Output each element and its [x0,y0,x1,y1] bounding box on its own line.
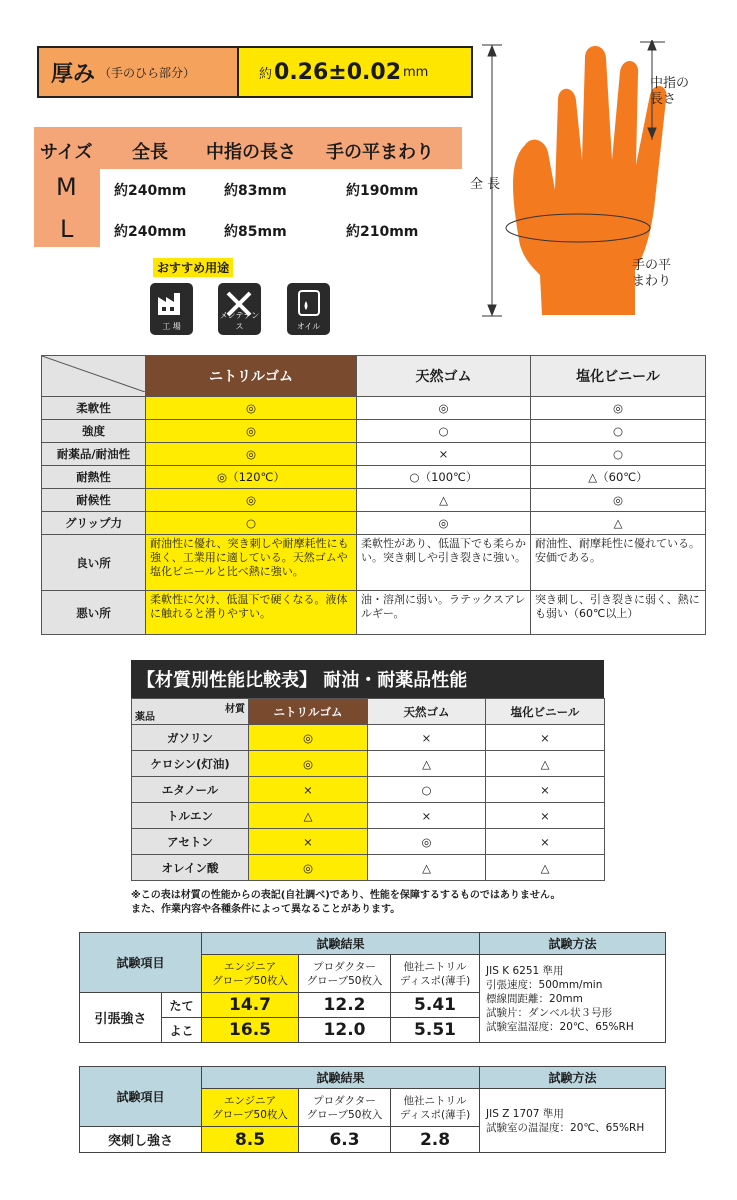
col-other-nitrile: 他社ニトリル ディスポ(薄手) [391,1089,480,1127]
row-label: ケロシン(灯油) [132,751,249,777]
method-line: 試験室の温湿度：20℃、65%RH [486,1121,645,1134]
thickness-value: 約 0.26±0.02 mm [239,48,471,96]
corner-cell [132,699,249,725]
cell: △ [368,751,486,777]
size-table [34,127,462,247]
cell: ○ [531,443,706,466]
cell: ◎ [146,443,357,466]
size-l: L [60,215,74,243]
cell: 柔軟性があり、低温下でも柔らかい。突き刺しや引き裂きに強い。 [357,535,531,591]
method-header: 試験方法 [480,1067,666,1089]
method-line: 試験片：ダンベル状３号形 [486,1006,613,1019]
table-row [42,512,706,535]
direction-vertical: たて [162,993,202,1018]
cell: × [368,725,486,751]
col-natural-rubber: 天然ゴム [368,699,486,725]
m-total: 約240mm [114,183,187,199]
cell: × [357,443,531,466]
table-row [132,829,605,855]
tensile-strength-label: 引張強さ [80,993,162,1043]
row-label: 耐熱性 [42,466,146,489]
note-line-1: ※この表は材質の性能からの表記(自社調べ)であり、性能を保障するするものではありません。 [131,890,561,901]
table-row [132,777,605,803]
cell: 突き刺し、引き裂きに弱く、熱にも弱い（60℃以上） [531,591,706,635]
row-label: アセトン [132,829,249,855]
size-m: M [56,173,77,201]
method-line: 標線間距離：20mm [486,992,583,1005]
chem-table-title: 【材質別性能比較表】 耐油・耐薬品性能 [131,660,604,698]
palm-label: 手の平 まわり [632,258,672,289]
test-item-header: 試験項目 [80,1067,202,1127]
m-palm: 約190mm [346,183,419,199]
tensile-test-table [79,932,666,1043]
puncture-method [480,1089,666,1153]
cell: △ [531,512,706,535]
tensile-method [480,955,666,1043]
l-palm: 約210mm [346,224,419,240]
cell: × [486,725,605,751]
row-label: トルエン [132,803,249,829]
cell: △（60℃） [531,466,706,489]
finger-header: 中指の長さ [206,142,296,163]
use-maintenance-label: メンテナンス [219,311,260,331]
chem-note [131,889,731,917]
result-header: 試験結果 [202,1067,480,1089]
table-row [42,420,706,443]
palm-header: 手の平まわり [326,142,434,163]
cell: △ [368,855,486,881]
cell: × [368,803,486,829]
cell: 6.3 [299,1127,391,1153]
row-label: 耐候性 [42,489,146,512]
row-label: オレイン酸 [132,855,249,881]
col-nitrile: ニトリルゴム [249,699,368,725]
use-oil-label: オイル [296,322,321,331]
cell: 16.5 [202,1018,299,1043]
factory-icon [150,283,193,335]
row-label: エタノール [132,777,249,803]
chem-resistance-table [131,698,605,881]
l-finger: 約85mm [224,224,287,240]
cell: 2.8 [391,1127,480,1153]
col-engineer-glove: エンジニア グローブ50枚入 [202,955,299,993]
uses-title: おすすめ用途 [153,258,233,277]
cell: 耐油性、耐摩耗性に優れている。安価である。 [531,535,706,591]
table-row [132,751,605,777]
table-row [132,855,605,881]
puncture-test-table [79,1066,666,1153]
cell: 14.7 [202,993,299,1018]
table-row [132,803,605,829]
col-engineer-glove: エンジニア グローブ50枚入 [202,1089,299,1127]
col-productor-glove: プロダクター グローブ50枚入 [299,955,391,993]
total-length-label: 全 長 [470,177,501,192]
cell: ◎ [146,489,357,512]
cell: ◎（120℃） [146,466,357,489]
table-row [42,466,706,489]
cell: ◎ [368,829,486,855]
finger-length-label: 中指の 長さ [650,76,690,107]
length-header: 全長 [132,142,168,163]
cell: ◎ [249,725,368,751]
cell: ◎ [249,855,368,881]
puncture-strength-label: 突刺し強さ [80,1127,202,1153]
table-row [42,591,706,635]
row-label: 柔軟性 [42,397,146,420]
method-line: 引張速度：500mm/min [486,978,603,991]
row-label: ガソリン [132,725,249,751]
col-productor-glove: プロダクター グローブ50枚入 [299,1089,391,1127]
cell: △ [249,803,368,829]
table-row [42,443,706,466]
corner-top: 材質 [225,704,245,715]
table-row [42,535,706,591]
cell: × [249,829,368,855]
cell: × [486,829,605,855]
cell: ◎ [531,489,706,512]
col-natural-rubber: 天然ゴム [357,356,531,397]
note-line-2: また、作業内容や各種条件によって異なることがあります。 [131,904,401,915]
cell: ◎ [531,397,706,420]
row-label: 強度 [42,420,146,443]
result-header: 試験結果 [202,933,480,955]
cell: ◎ [146,397,357,420]
m-finger: 約83mm [224,183,287,199]
cell: ○ [368,777,486,803]
col-other-nitrile: 他社ニトリル ディスポ(薄手) [391,955,480,993]
cell: △ [357,489,531,512]
cell: ◎ [249,751,368,777]
cell: ○ [146,512,357,535]
table-row [132,725,605,751]
cell: ○ [357,420,531,443]
corner-bottom: 薬品 [135,712,155,723]
table-row [42,489,706,512]
cell: 柔軟性に欠け、低温下で硬くなる。液体に触れると滑りやすい。 [146,591,357,635]
use-factory-label: 工 場 [162,322,181,331]
cell: 5.41 [391,993,480,1018]
row-label: 悪い所 [42,591,146,635]
l-total: 約240mm [114,224,187,240]
col-pvc: 塩化ビニール [531,356,706,397]
cell: ◎ [357,397,531,420]
cell: ◎ [146,420,357,443]
row-label: グリップ力 [42,512,146,535]
method-line: JIS K 6251 準用 [486,964,564,977]
cell: 12.0 [299,1018,391,1043]
cell: △ [486,855,605,881]
direction-horizontal: よこ [162,1018,202,1043]
col-pvc: 塩化ビニール [486,699,605,725]
cell: △ [486,751,605,777]
maintenance-icon [218,283,261,335]
cell: × [486,803,605,829]
cell: 油・溶剤に弱い。ラテックスアレルギー。 [357,591,531,635]
cell: 8.5 [202,1127,299,1153]
method-line: JIS Z 1707 準用 [486,1107,564,1120]
cell: × [249,777,368,803]
cell: ○ [531,420,706,443]
method-line: 試験室温湿度：20℃、65%RH [486,1020,634,1033]
col-nitrile: ニトリルゴム [146,356,357,397]
cell: ◎ [357,512,531,535]
material-comparison-table [41,355,706,635]
oil-icon [287,283,330,335]
thickness-label: 厚み （手のひら部分） [39,48,239,96]
cell: 耐油性に優れ、突き刺しや耐摩耗性にも強く、工業用に適している。天然ゴムや塩化ビニールと比べ熱に強い。 [146,535,357,591]
row-label: 耐薬品/耐油性 [42,443,146,466]
method-header: 試験方法 [480,933,666,955]
cell: ○（100℃） [357,466,531,489]
test-item-header: 試験項目 [80,933,202,993]
thickness-banner [37,46,473,98]
size-header: サイズ [40,142,93,163]
corner-cell [42,356,146,397]
cell: × [486,777,605,803]
table-row [42,397,706,420]
cell: 12.2 [299,993,391,1018]
row-label: 良い所 [42,535,146,591]
cell: 5.51 [391,1018,480,1043]
